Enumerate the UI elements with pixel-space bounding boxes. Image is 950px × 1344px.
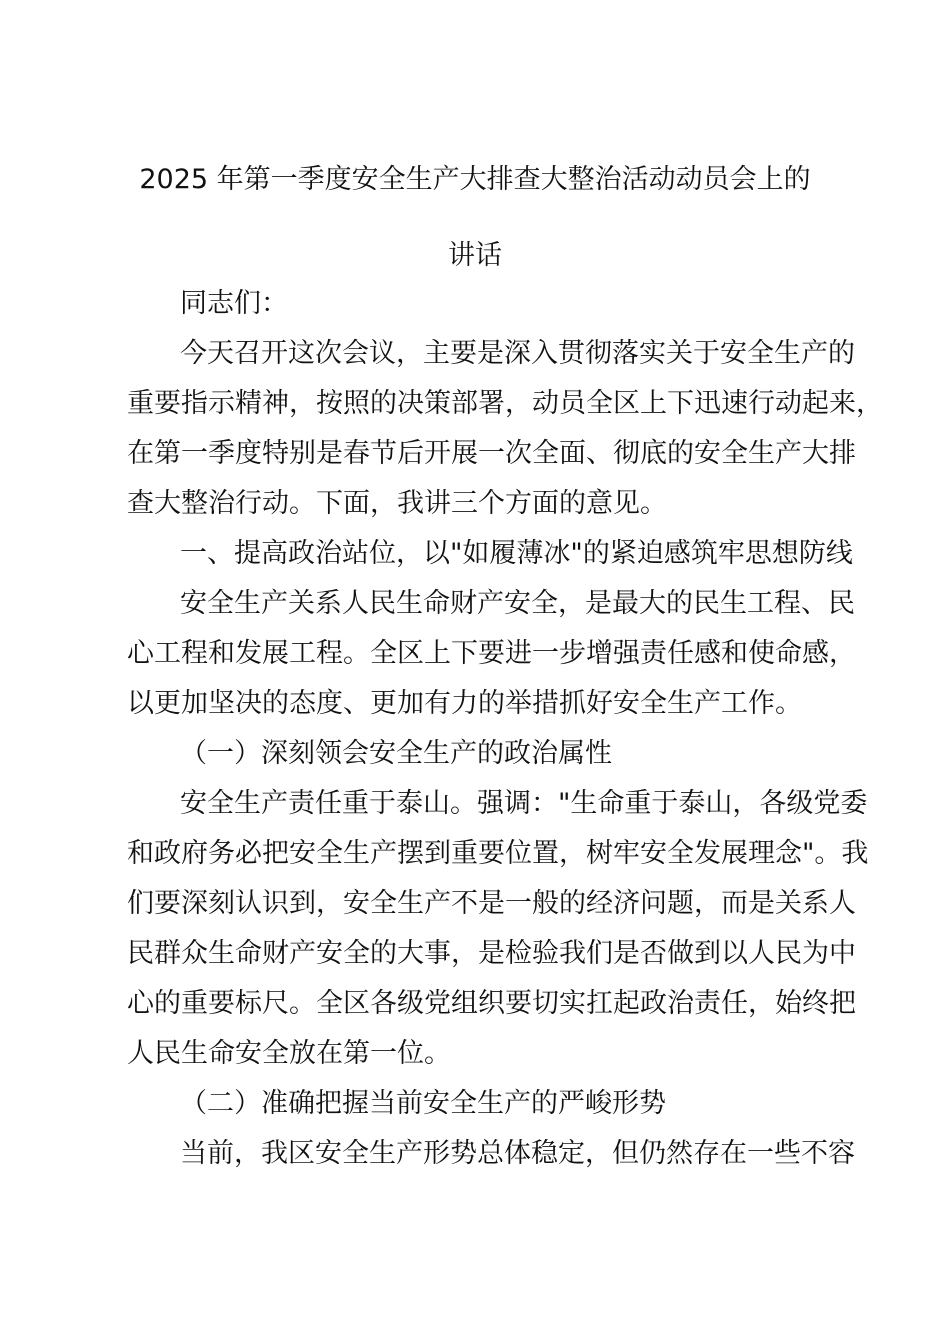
salutation: 同志们： xyxy=(180,288,288,319)
paragraph-line: 查大整治行动。下面，我讲三个方面的意见。 xyxy=(127,488,667,519)
paragraph-line: 心的重要标尺。全区各级党组织要切实扛起政治责任，始终把 xyxy=(127,988,856,1019)
paragraph-line: 重要指示精神，按照的决策部署，动员全区上下迅速行动起来， xyxy=(127,388,883,419)
subsection-heading: （二）准确把握当前安全生产的严峻形势 xyxy=(180,1088,666,1119)
paragraph-line: 们要深刻认识到，安全生产不是一般的经济问题，而是关系人 xyxy=(127,888,856,919)
paragraph-line: 在第一季度特别是春节后开展一次全面、彻底的安全生产大排 xyxy=(127,438,856,469)
document-title-line-2: 讲话 xyxy=(448,240,502,271)
section-heading: 一、提高政治站位，以"如履薄冰"的紧迫感筑牢思想防线 xyxy=(180,538,853,569)
paragraph-line: 当前，我区安全生产形势总体稳定，但仍然存在一些不容 xyxy=(180,1138,855,1169)
document-title-line-1: 2025 年第一季度安全生产大排查大整治活动动员会上的 xyxy=(139,164,811,195)
paragraph-line: 安全生产关系人民生命财产安全，是最大的民生工程、民 xyxy=(180,588,855,619)
paragraph-line: 以更加坚决的态度、更加有力的举措抓好安全生产工作。 xyxy=(127,688,802,719)
paragraph-line: 今天召开这次会议，主要是深入贯彻落实关于安全生产的 xyxy=(180,338,855,369)
paragraph-line: 和政府务必把安全生产摆到重要位置，树牢安全发展理念"。我 xyxy=(127,838,869,869)
paragraph-line: 安全生产责任重于泰山。强调："生命重于泰山，各级党委 xyxy=(180,788,868,819)
paragraph-line: 心工程和发展工程。全区上下要进一步增强责任感和使命感， xyxy=(127,638,856,669)
paragraph-line: 人民生命安全放在第一位。 xyxy=(127,1038,451,1069)
paragraph-line: 民群众生命财产安全的大事，是检验我们是否做到以人民为中 xyxy=(127,938,856,969)
subsection-heading: （一）深刻领会安全生产的政治属性 xyxy=(180,738,612,769)
